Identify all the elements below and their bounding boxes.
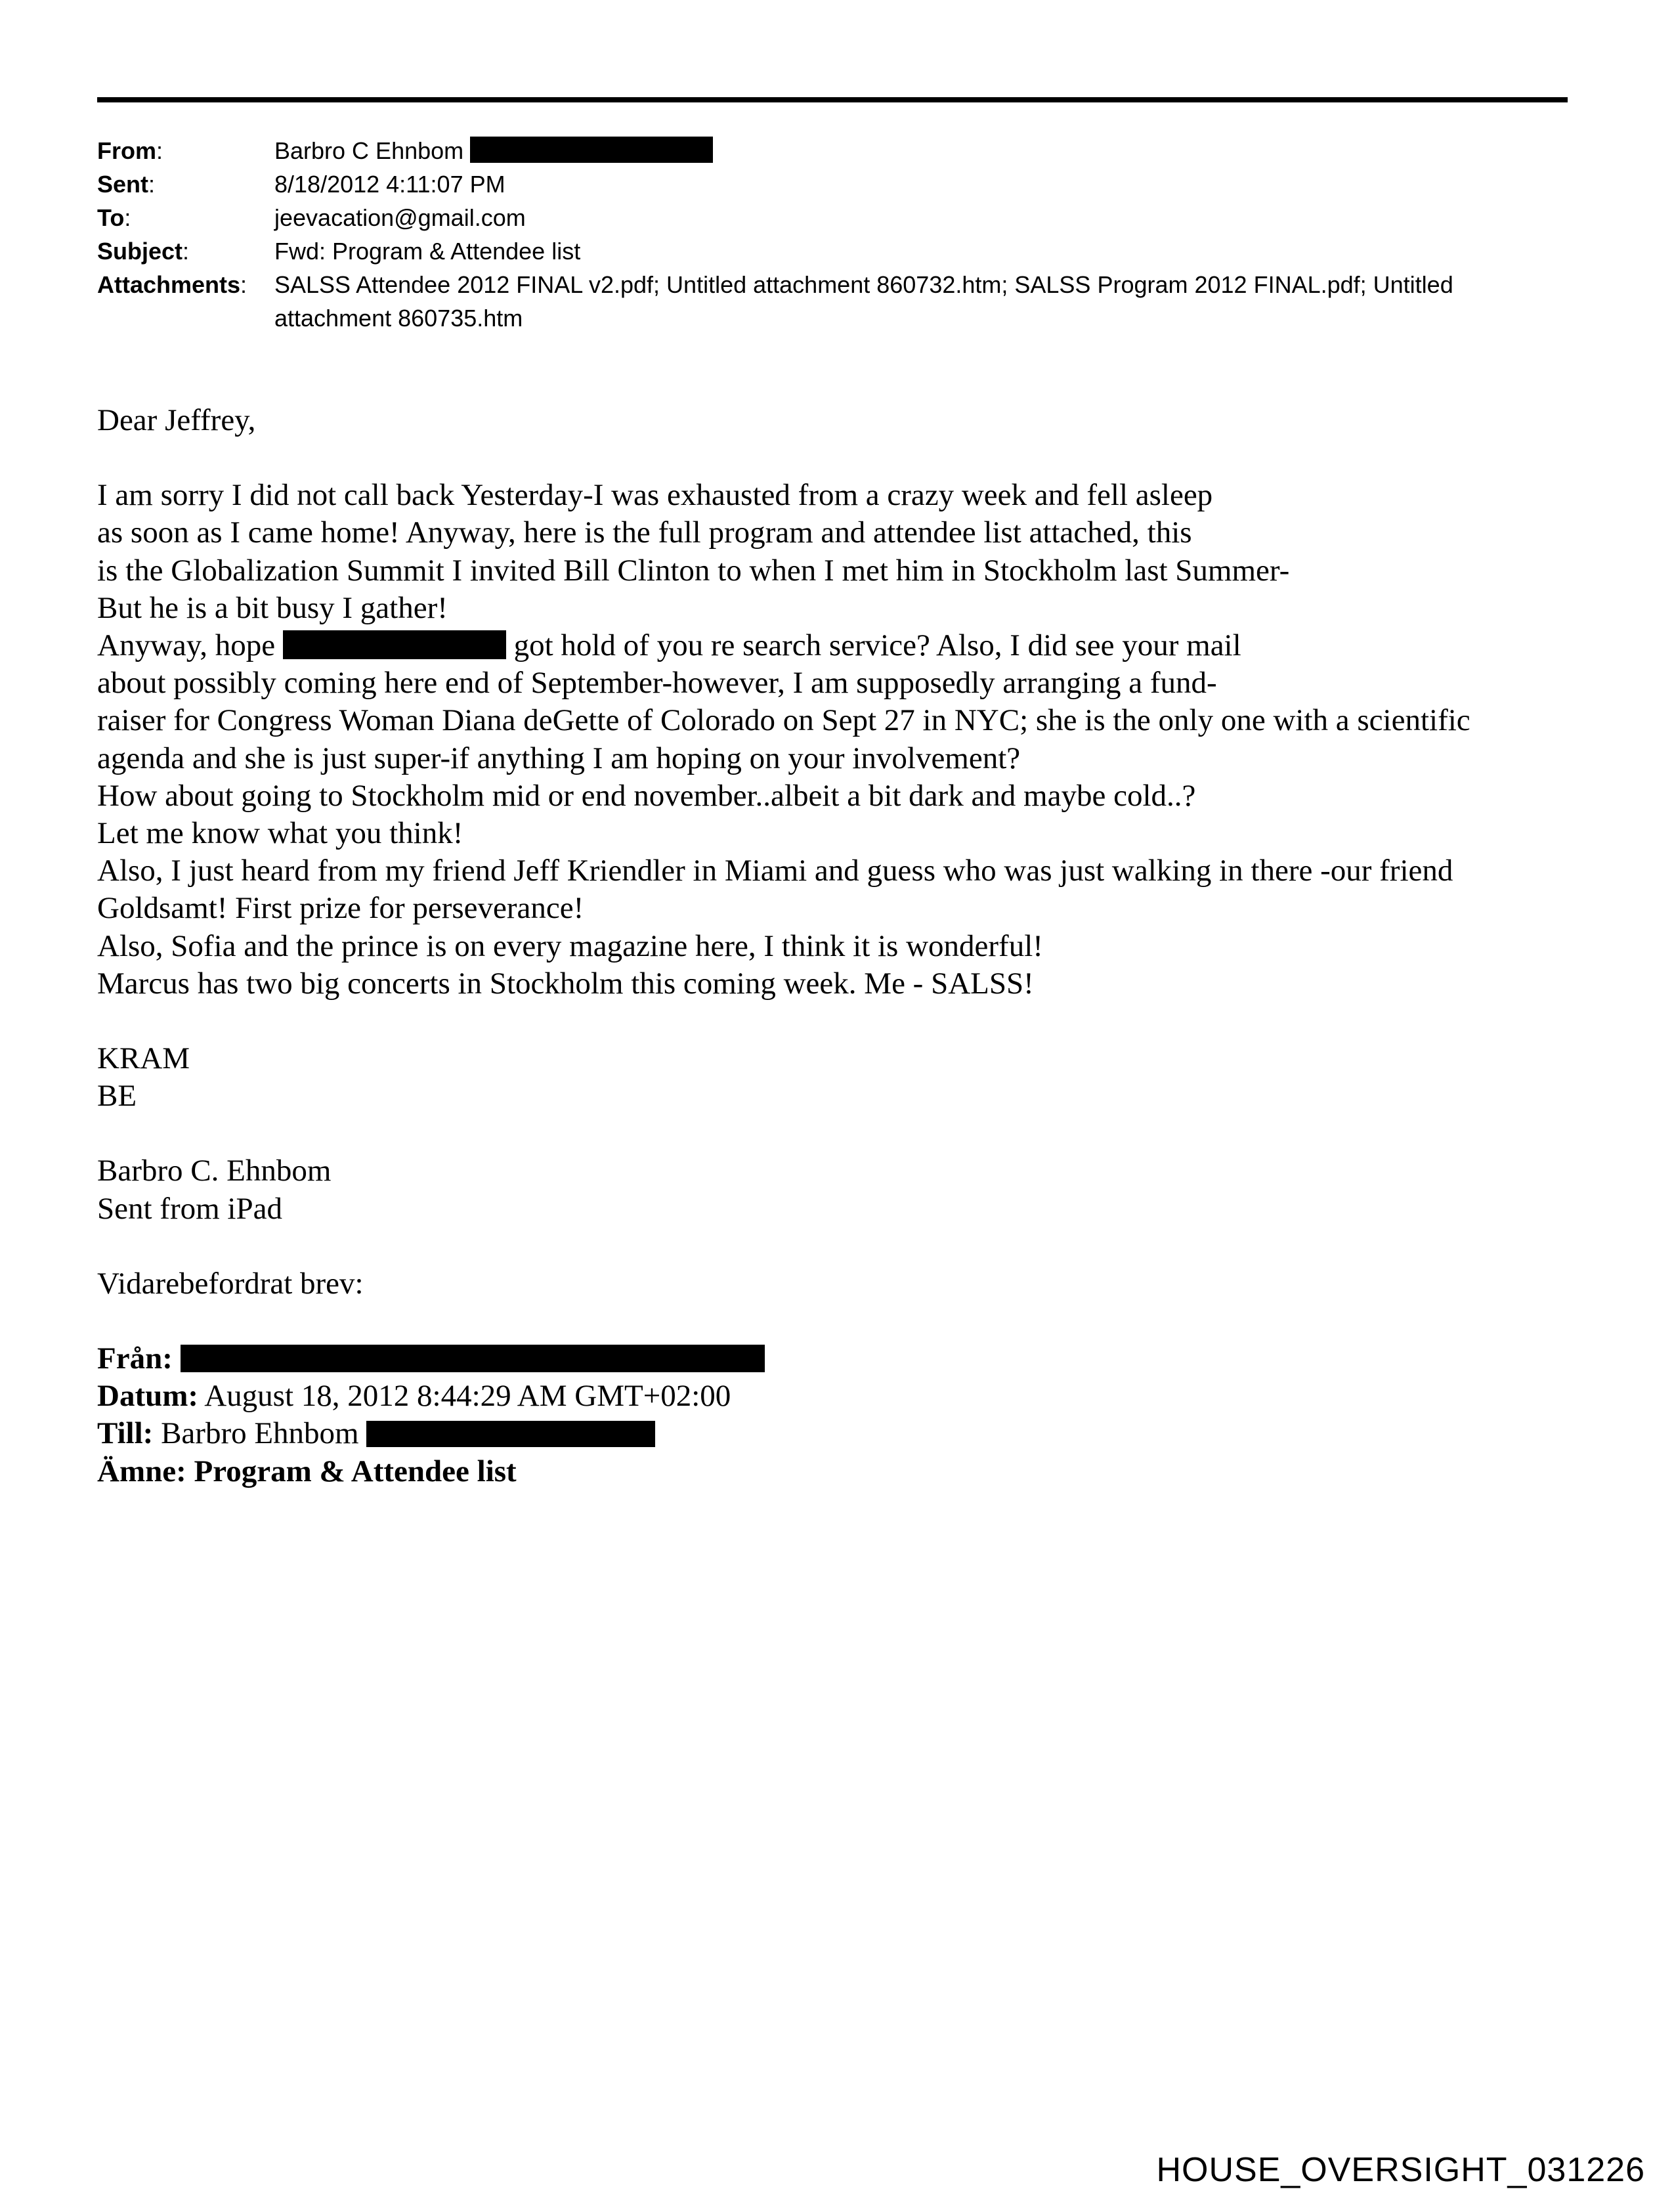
body-line-8: agenda and she is just super-if anything I am hoping on your involvement? bbox=[97, 741, 1021, 775]
subject-value: Fwd: Program & Attendee list bbox=[274, 238, 581, 265]
fwd-date-row bbox=[97, 1377, 1594, 1415]
from-label: From bbox=[97, 137, 156, 164]
body-line-1: I am sorry I did not call back Yesterday-I was exhausted from a crazy week and fell asleep bbox=[97, 478, 1213, 513]
body-line-10: Let me know what you think! bbox=[97, 816, 463, 851]
body-line-6: about possibly coming here end of September-however, I am supposedly arranging a fund- bbox=[97, 666, 1217, 701]
subject-label: Subject bbox=[97, 238, 183, 265]
fwd-to-row bbox=[97, 1415, 1594, 1452]
redaction-block bbox=[283, 630, 506, 659]
from-row: From: Barbro C Ehnbom bbox=[97, 134, 1548, 167]
forwarded-note: Vidarebefordrat brev: bbox=[97, 1266, 364, 1301]
email-body bbox=[97, 402, 1594, 1490]
body-line-2: as soon as I came home! Anyway, here is the full program and attendee list attached, this bbox=[97, 515, 1192, 550]
greeting: Dear Jeffrey, bbox=[97, 403, 256, 437]
fwd-subject-row bbox=[97, 1453, 1594, 1490]
attachments-label: Attachments bbox=[97, 271, 241, 298]
redaction-block bbox=[470, 137, 713, 163]
attachments-line-2: attachment 860735.htm bbox=[274, 305, 523, 332]
body-line-11: Also, I just heard from my friend Jeff Kriendler in Miami and guess who was just walking in there -our friend bbox=[97, 854, 1453, 888]
sent-row: Sent: 8/18/2012 4:11:07 PM bbox=[97, 167, 1548, 201]
to-value: jeevacation@gmail.com bbox=[274, 204, 526, 231]
fwd-subject-label: Ämne: bbox=[97, 1454, 186, 1488]
attachments-value bbox=[274, 268, 1548, 335]
sender-name: Barbro C. Ehnbom bbox=[97, 1154, 332, 1188]
fwd-date-value: August 18, 2012 8:44:29 AM GMT+02:00 bbox=[204, 1379, 731, 1414]
sent-from-device: Sent from iPad bbox=[97, 1191, 282, 1226]
email-header bbox=[97, 134, 1548, 335]
fwd-to-value: Barbro Ehnbom bbox=[161, 1416, 359, 1451]
body-line-3: is the Globalization Summit I invited Bill Clinton to when I met him in Stockholm last Summer- bbox=[97, 553, 1290, 588]
body-line-12: Goldsamt! First prize for perseverance! bbox=[97, 891, 584, 926]
sent-label: Sent bbox=[97, 171, 149, 198]
signoff-initials: BE bbox=[97, 1079, 137, 1114]
fwd-subject-value: Program & Attendee list bbox=[194, 1454, 517, 1488]
to-label: To bbox=[97, 204, 125, 231]
redaction-block bbox=[366, 1421, 655, 1447]
attachments-row: Attachments: SALSS Attendee 2012 FINAL v2.pdf; Untitled attachment 860732.htm; SALSS Program 2012 FINAL.pdf; Untitled attachment 860735.htm bbox=[97, 268, 1548, 335]
to-row: To: jeevacation@gmail.com bbox=[97, 201, 1548, 234]
fwd-from-label: Från: bbox=[97, 1341, 173, 1376]
body-line-7: raiser for Congress Woman Diana deGette of Colorado on Sept 27 in NYC; she is the only one with a scientific bbox=[97, 703, 1470, 738]
top-rule bbox=[97, 97, 1568, 102]
fwd-to-label: Till: bbox=[97, 1416, 154, 1451]
body-line-4: But he is a bit busy I gather! bbox=[97, 590, 448, 625]
subject-row: Subject: Fwd: Program & Attendee list bbox=[97, 234, 1548, 268]
bates-number: HOUSE_OVERSIGHT_031226 bbox=[1156, 2151, 1645, 2189]
signoff-kram: KRAM bbox=[97, 1041, 190, 1076]
body-line-13: Also, Sofia and the prince is on every magazine here, I think it is wonderful! bbox=[97, 928, 1043, 963]
sent-value: 8/18/2012 4:11:07 PM bbox=[274, 171, 505, 198]
body-line-9: How about going to Stockholm mid or end november..albeit a bit dark and maybe cold..? bbox=[97, 778, 1196, 813]
body-line-14: Marcus has two big concerts in Stockholm this coming week. Me - SALSS! bbox=[97, 966, 1034, 1001]
forwarded-header bbox=[97, 1340, 1594, 1490]
body-line-5: Anyway, hope got hold of you re search service? Also, I did see your mail bbox=[97, 628, 1241, 663]
fwd-from-row bbox=[97, 1340, 1594, 1377]
fwd-date-label: Datum: bbox=[97, 1379, 199, 1414]
from-value: Barbro C Ehnbom bbox=[274, 137, 464, 164]
redaction-block bbox=[181, 1345, 765, 1372]
attachments-line-1: SALSS Attendee 2012 FINAL v2.pdf; Untitled attachment 860732.htm; SALSS Program 2012 FINAL.pdf; Untitled bbox=[274, 271, 1453, 298]
